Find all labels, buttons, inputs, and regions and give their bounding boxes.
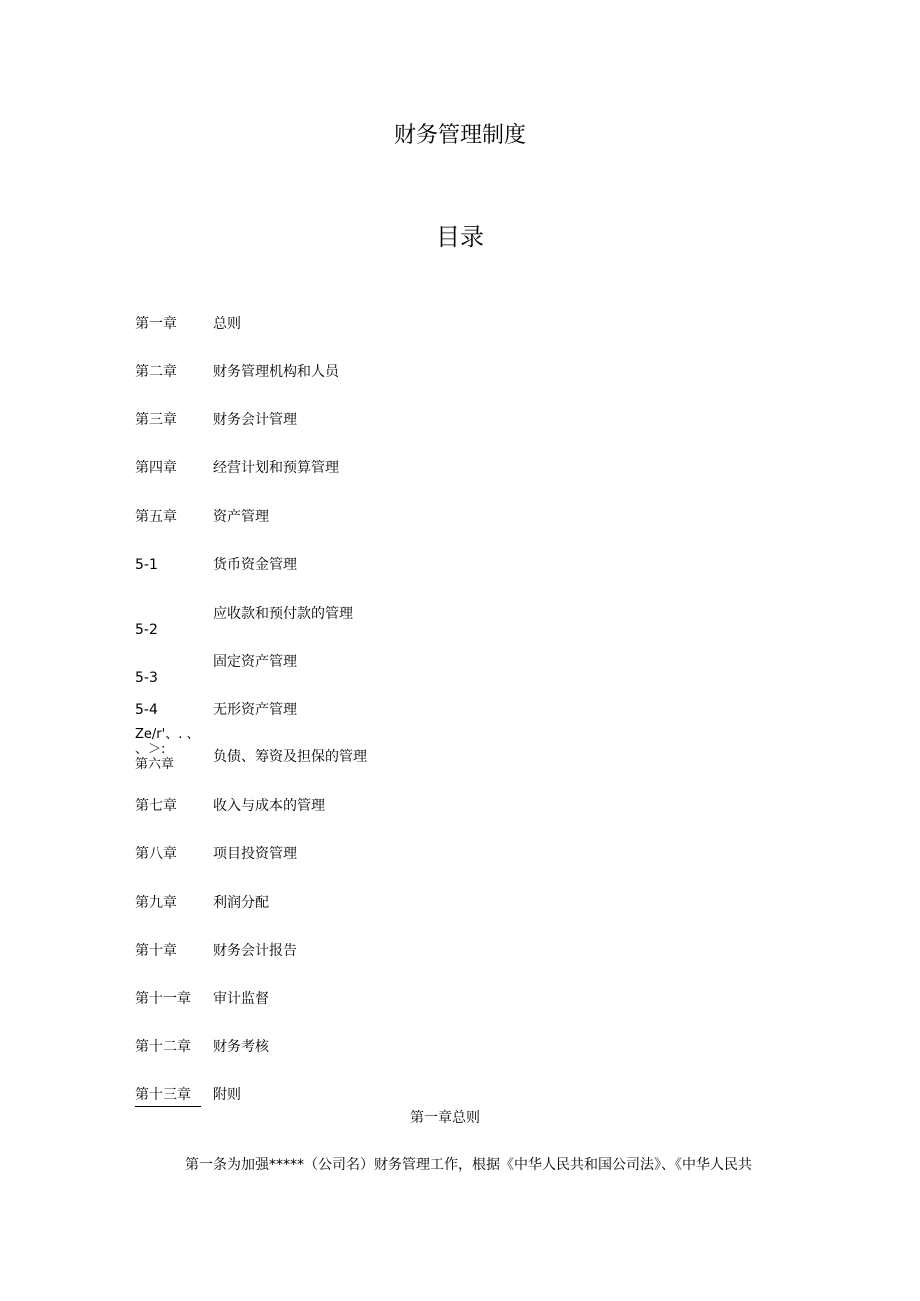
toc-entry-number: 5-3 bbox=[135, 670, 158, 686]
toc-entry-title: 应收款和预付款的管理 bbox=[213, 606, 353, 622]
toc-entry-number: 第四章 bbox=[135, 460, 177, 476]
toc-entry bbox=[135, 555, 635, 579]
toc-entry bbox=[135, 941, 635, 965]
toc-entry-number: 第十章 bbox=[135, 943, 177, 959]
toc-entry-title: 资产管理 bbox=[213, 509, 269, 525]
toc-entry bbox=[135, 796, 635, 820]
toc-entry-title: 审计监督 bbox=[213, 991, 269, 1007]
toc-entry-number: 第二章 bbox=[135, 364, 177, 380]
toc-entry bbox=[135, 652, 635, 686]
toc-entry bbox=[135, 844, 635, 868]
article-paragraph: 第一条为加强*****（公司名）财务管理工作，根据《中华人民共和国公司法》、《中华人民共 bbox=[185, 1157, 752, 1173]
toc-entry bbox=[135, 410, 635, 434]
toc-entry bbox=[135, 362, 635, 386]
toc-entry-number: 第九章 bbox=[135, 895, 177, 911]
toc-entry-number: 第五章 bbox=[135, 509, 177, 525]
toc-entry-number: 5-2 bbox=[135, 622, 158, 638]
toc-entry-title: 经营计划和预算管理 bbox=[213, 460, 339, 476]
toc-entry-title: 货币资金管理 bbox=[213, 557, 297, 573]
toc-entry bbox=[135, 989, 635, 1013]
toc-entry-number: 第一章 bbox=[135, 316, 177, 332]
toc-entry-title: 固定资产管理 bbox=[213, 654, 297, 670]
toc-entry-number: Ze/r'、. 、 、＞: 第六章 bbox=[135, 727, 200, 771]
toc-entry bbox=[135, 1085, 635, 1109]
document-title: 财务管理制度 bbox=[393, 123, 526, 148]
toc-entry-title: 无形资产管理 bbox=[213, 702, 297, 718]
toc-entry-number: 5-4 bbox=[135, 702, 158, 718]
toc-entry bbox=[135, 700, 635, 724]
toc-entry bbox=[135, 893, 635, 917]
toc-entry-title: 总则 bbox=[213, 316, 241, 332]
toc-entry-number: 第十二章 bbox=[135, 1039, 191, 1055]
toc-entry-title: 财务会计报告 bbox=[213, 943, 297, 959]
toc-entry bbox=[135, 314, 635, 338]
toc-entry bbox=[135, 507, 635, 531]
toc-entry-title: 财务管理机构和人员 bbox=[213, 364, 339, 380]
toc-heading: 目录 bbox=[436, 223, 484, 251]
toc-entry-number: 第十三章 bbox=[135, 1085, 201, 1107]
toc-entry-title: 财务考核 bbox=[213, 1039, 269, 1055]
toc-entry-title: 收入与成本的管理 bbox=[213, 798, 325, 814]
toc-entry-number: 5-1 bbox=[135, 557, 158, 573]
toc-entry-title: 利润分配 bbox=[213, 895, 269, 911]
toc-entry bbox=[135, 727, 635, 771]
toc-entry-title: 负债、筹资及担保的管理 bbox=[213, 749, 367, 765]
toc-entry-number: 第八章 bbox=[135, 846, 177, 862]
toc-entry-title: 附则 bbox=[213, 1087, 241, 1103]
toc-entry-number: 第十一章 bbox=[135, 991, 191, 1007]
toc-entry bbox=[135, 458, 635, 482]
toc-entry-title: 财务会计管理 bbox=[213, 412, 297, 428]
toc-entry-title: 项目投资管理 bbox=[213, 846, 297, 862]
toc-entry bbox=[135, 604, 635, 638]
toc-entry bbox=[135, 1037, 635, 1061]
chapter-heading: 第一章总则 bbox=[410, 1110, 480, 1126]
toc-entry-number: 第七章 bbox=[135, 798, 177, 814]
toc-entry-number: 第三章 bbox=[135, 412, 177, 428]
